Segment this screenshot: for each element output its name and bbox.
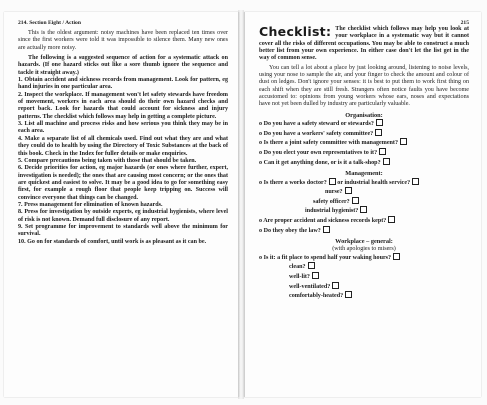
checkbox[interactable]	[375, 129, 382, 136]
checkbox[interactable]	[379, 148, 386, 155]
checklist-intro: The checklist which follows may help you look at your workplace in a systematic way but it cannot cover all the risks of different occupations. You may be able to construct a much better list from your own experience. In either case don't let the list get in the way of common sense.	[259, 26, 469, 62]
question-text: safety officer?	[313, 198, 350, 205]
checkbox[interactable]	[412, 178, 419, 185]
sequence-intro: The following is a suggested sequence of action for a systematic attack on hazards. (If one hazard sticks out like a sore thumb ignore the sequence and tackle it straight away.)	[18, 55, 228, 76]
question-row	[259, 216, 469, 226]
checkbox[interactable]	[376, 119, 383, 126]
question-row	[259, 253, 469, 263]
action-item-3: 3. List all machine and process risks and how serious you think they may be in each area.	[18, 121, 228, 135]
page-number: 215	[460, 20, 469, 26]
checkbox[interactable]	[312, 272, 319, 279]
action-item-6: 6. Decide priorities for action, eg major hazards (or ones where further, expert, investigation is needed); the ones that are causing most concern; or the ones that are quickest and easiest to solve. It may be a good idea to go for something easy first, for example a rough floor that people keep tripping on. Success will convince everyone that things can be changed.	[18, 165, 228, 201]
checkbox[interactable]	[323, 226, 330, 233]
question-row	[259, 138, 469, 148]
action-item-5: 5. Compare precautions being taken with those that should be taken.	[18, 157, 197, 164]
question-row	[259, 206, 469, 216]
intro-paragraph: This is the oldest argument: noisy machines have been replaced ten times over since the first workers were told it was impossible to silence them. Many new ones are actually more noisy.	[18, 30, 228, 51]
action-item-8: 8. Press for investigation by outside experts, eg industrial hygienists, where level of risk is not known. Demand full disclosure of any report.	[18, 209, 228, 223]
checkbox[interactable]	[400, 138, 407, 145]
section-heading-management: Management:	[345, 170, 383, 178]
question-row	[259, 226, 469, 236]
question-text: o Do you have a workers' safety committee?	[259, 130, 374, 137]
section-heading-organisation: Organisation:	[345, 111, 383, 119]
checkbox[interactable]	[393, 253, 400, 260]
action-item-7: 7. Press management for elimination of known hazards.	[18, 201, 163, 208]
question-text: comfortably-heated?	[289, 293, 344, 300]
section-heading-workplace: Workplace – general:	[335, 238, 393, 246]
question-text: o Are proper accident and sickness records kept?	[259, 217, 387, 224]
action-item-4: 4. Make a separate list of all chemicals used. Find out what they are and what they could do to health by using the Directory of Toxic Substances at the back of this book. Check in the Index for fuller details or make enquiries.	[18, 135, 228, 157]
question-text: o Do you have a safety steward or stewards?	[259, 121, 374, 128]
action-item-1: 1. Obtain accident and sickness records from management. Look for pattern, eg hand injuries in one particular area.	[18, 77, 228, 91]
checkbox[interactable]	[352, 197, 359, 204]
checkbox[interactable]	[329, 178, 336, 185]
question-row	[259, 158, 469, 168]
question-text: or industrial health service?	[337, 179, 411, 186]
question-row	[259, 178, 469, 188]
question-row	[259, 187, 469, 197]
question-text: industrial hygienist?	[305, 208, 359, 215]
checkbox[interactable]	[360, 206, 367, 213]
question-text: o Is there a works doctor?	[259, 179, 327, 186]
question-text: o Do you elect your own representatives to it?	[259, 149, 378, 156]
question-row	[259, 291, 469, 301]
checkbox[interactable]	[388, 216, 395, 223]
question-text: o Is it: a fit place to spend half your waking hours?	[259, 254, 392, 261]
question-row	[259, 119, 469, 129]
question-text: well-ventilated?	[289, 283, 331, 290]
checklist-paragraph: You can tell a lot about a place by just looking around, listening to noise levels, using your nose to sample the air, and your finger to check the amount and colour of dust on ledges. Don't ignore your senses: it is best to put them to work first thing on each shift when they are still fresh. Strangers often notice faults you have become accustomed to: opinions from young workers whose ears, noses and expectations have not yet been dulled by industry are particularly valuable.	[259, 64, 469, 108]
checklist-title: Checklist:	[259, 24, 332, 39]
action-item-2: 2. Inspect the workplace. If management won't let safety stewards have freedom of movement, workers in each area should do their own hazard checks and report back. Look for hazards that could account for sickness and injury patterns. The checklist which follows may help in getting a complete picture.	[18, 91, 228, 120]
checkbox[interactable]	[345, 291, 352, 298]
question-text: o Is there a joint safety committee with management?	[259, 140, 398, 147]
question-row	[259, 282, 469, 292]
checkbox[interactable]	[383, 158, 390, 165]
question-text: nurse?	[325, 189, 343, 196]
checkbox[interactable]	[308, 262, 315, 269]
question-row	[259, 197, 469, 207]
question-row	[259, 148, 469, 158]
checkbox[interactable]	[345, 187, 352, 194]
question-row	[259, 129, 469, 139]
action-item-9: 9. Set programme for improvement to standards well above the minimum for survival.	[18, 223, 228, 238]
question-text: well-lit?	[289, 273, 310, 280]
left-page	[4, 12, 239, 397]
question-text: o Can it get anything done, or is it a talk-shop?	[259, 159, 381, 166]
checkbox[interactable]	[332, 282, 339, 289]
question-text: o Do they obey the law?	[259, 227, 321, 234]
question-text: clean?	[289, 264, 306, 271]
running-head: 214. Section Eight / Action	[18, 20, 81, 26]
section-subheading: (with apologies to misers)	[332, 245, 396, 252]
question-row	[259, 262, 469, 272]
action-item-10: 10. Go on for standards of comfort, until work is as pleasant as it can be.	[18, 238, 207, 245]
question-row	[259, 272, 469, 282]
right-page	[244, 12, 481, 397]
